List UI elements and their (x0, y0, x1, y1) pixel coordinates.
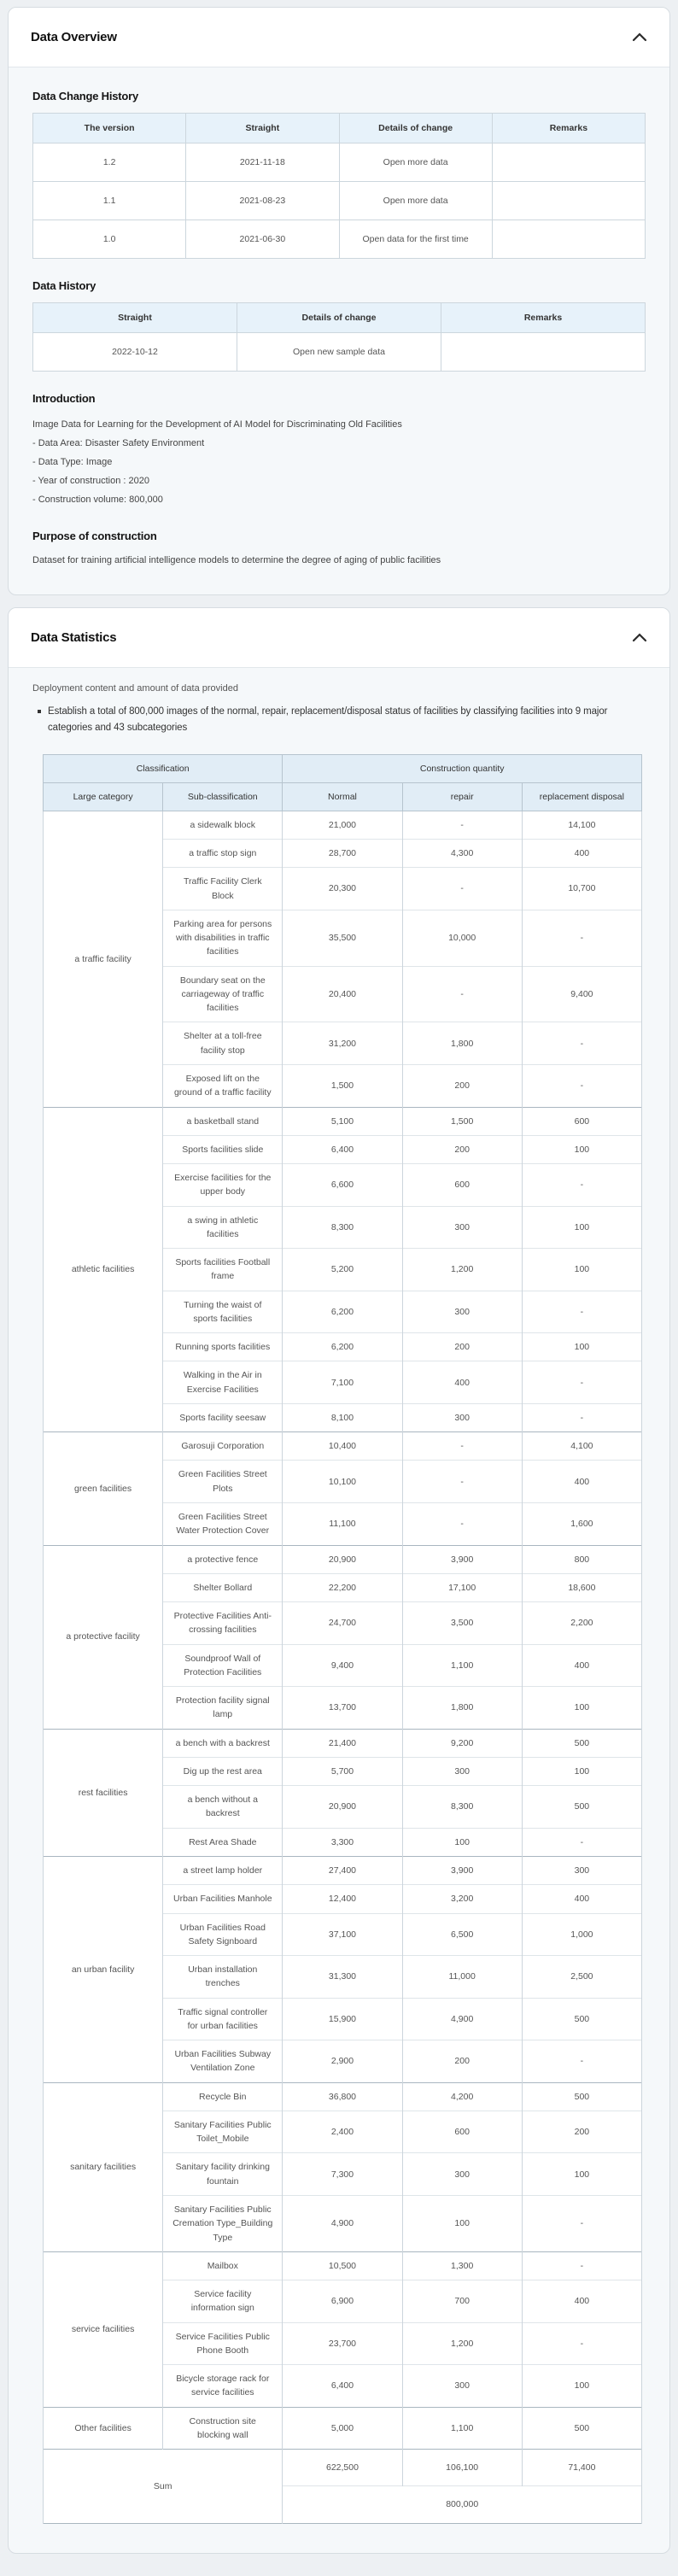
value-cell: 22,200 (283, 1573, 402, 1601)
grand-total-cell: 800,000 (283, 2486, 642, 2523)
value-cell: 8,300 (283, 1206, 402, 1249)
sum-label-cell: Sum (44, 2450, 283, 2524)
value-cell: 9,400 (283, 1644, 402, 1687)
category-cell: service facilities (44, 2251, 163, 2407)
subcategory-cell: a bench without a backrest (163, 1786, 283, 1829)
value-cell: - (402, 1503, 522, 1546)
subcategory-cell: Sports facilities slide (163, 1135, 283, 1163)
table-cell (492, 220, 645, 259)
value-cell: 1,100 (402, 2407, 522, 2450)
value-cell: 500 (522, 1786, 641, 1829)
value-cell: 14,100 (522, 811, 641, 839)
value-cell: 500 (522, 1998, 641, 2040)
value-cell: 300 (402, 1757, 522, 1785)
table-row (44, 1545, 642, 1573)
value-cell: 5,000 (283, 2407, 402, 2450)
value-cell: 6,400 (283, 1135, 402, 1163)
value-cell: 2,500 (522, 1956, 641, 1999)
subcategory-cell: Shelter at a toll-free facility stop (163, 1022, 283, 1065)
table-cell: 2021-08-23 (186, 182, 339, 220)
value-cell: 37,100 (283, 1913, 402, 1956)
value-cell: 5,100 (283, 1107, 402, 1135)
value-cell: 3,900 (402, 1545, 522, 1573)
value-cell: - (522, 1064, 641, 1107)
subcategory-cell: Service Facilities Public Phone Booth (163, 2322, 283, 2365)
subcategory-cell: Construction site blocking wall (163, 2407, 283, 2450)
table-cell (492, 182, 645, 220)
value-cell: 200 (402, 1064, 522, 1107)
value-cell: 200 (522, 2111, 641, 2153)
value-cell: 800 (522, 1545, 641, 1573)
value-cell: 200 (402, 2040, 522, 2083)
value-cell: - (522, 2040, 641, 2083)
subcategory-cell: a basketball stand (163, 1107, 283, 1135)
category-cell: Other facilities (44, 2407, 163, 2450)
value-cell: - (522, 910, 641, 966)
value-cell: 500 (522, 1729, 641, 1757)
value-cell: 1,100 (402, 1644, 522, 1687)
statistics-bullet-text: Establish a total of 800,000 images of the normal, repair, replacement/disposal status of facilities by classifying facilities into 9 major categories and 43 subcategories (48, 705, 608, 734)
statistics-bullet-item (38, 704, 646, 737)
value-cell: 300 (402, 2365, 522, 2408)
value-cell: 10,500 (283, 2251, 402, 2280)
value-cell: 31,300 (283, 1956, 402, 1999)
sum-value-cell: 106,100 (402, 2450, 522, 2486)
subcategory-cell: Sports facilities Football frame (163, 1249, 283, 1291)
subcategory-cell: Dig up the rest area (163, 1757, 283, 1785)
value-cell: 10,700 (522, 868, 641, 910)
value-cell: 31,200 (283, 1022, 402, 1065)
table-row (33, 333, 646, 372)
table-row (44, 1107, 642, 1135)
value-cell: 1,500 (402, 1107, 522, 1135)
value-cell: 100 (402, 1828, 522, 1856)
subcategory-cell: a sidewalk block (163, 811, 283, 839)
data-history-heading: Data History (32, 279, 96, 292)
introduction-text (32, 415, 646, 509)
table-cell: 1.2 (33, 143, 186, 182)
subcategory-cell: Sanitary Facilities Public Toilet_Mobile (163, 2111, 283, 2153)
value-cell: - (522, 1828, 641, 1856)
value-cell: 4,200 (402, 2082, 522, 2111)
value-cell: 4,100 (522, 1432, 641, 1461)
value-cell: 4,300 (402, 840, 522, 868)
value-cell: 100 (522, 2365, 641, 2408)
value-cell: 100 (522, 2153, 641, 2196)
value-cell: 400 (402, 1361, 522, 1404)
category-cell: green facilities (44, 1432, 163, 1545)
introduction-line: - Data Area: Disaster Safety Environment (32, 438, 205, 448)
table-row (44, 1857, 642, 1885)
value-cell: 300 (402, 1403, 522, 1431)
value-cell: - (522, 1164, 641, 1207)
introduction-heading: Introduction (32, 392, 96, 405)
value-cell: 10,100 (283, 1461, 402, 1503)
value-cell: 1,200 (402, 1249, 522, 1291)
subcategory-cell: a street lamp holder (163, 1857, 283, 1885)
value-cell: 10,000 (402, 910, 522, 966)
value-cell: 6,400 (283, 2365, 402, 2408)
data-overview-card (8, 7, 670, 595)
value-cell: 5,700 (283, 1757, 402, 1785)
value-cell: 27,400 (283, 1857, 402, 1885)
subcategory-cell: Garosuji Corporation (163, 1432, 283, 1461)
group-header-construction-quantity: Construction quantity (283, 754, 642, 782)
value-cell: - (522, 2322, 641, 2365)
introduction-line: - Year of construction : 2020 (32, 476, 149, 486)
column-header: Remarks (492, 114, 645, 143)
value-cell: 6,900 (283, 2280, 402, 2323)
subcategory-cell: Exercise facilities for the upper body (163, 1164, 283, 1207)
value-cell: 24,700 (283, 1602, 402, 1645)
value-cell: 28,700 (283, 840, 402, 868)
subcategory-cell: Sanitary facility drinking fountain (163, 2153, 283, 2196)
value-cell: - (522, 1022, 641, 1065)
column-header: replacement disposal (522, 782, 641, 811)
category-cell: athletic facilities (44, 1107, 163, 1432)
value-cell: 400 (522, 2280, 641, 2323)
subcategory-cell: Protective Facilities Anti-crossing facilities (163, 1602, 283, 1645)
value-cell: - (402, 868, 522, 910)
value-cell: 100 (522, 1687, 641, 1730)
table-row (44, 2251, 642, 2280)
table-row (44, 1432, 642, 1461)
category-cell: rest facilities (44, 1729, 163, 1856)
value-cell: 100 (402, 2195, 522, 2251)
value-cell: 23,700 (283, 2322, 402, 2365)
value-cell: 1,500 (283, 1064, 402, 1107)
value-cell: 7,300 (283, 2153, 402, 2196)
data-statistics-body (9, 668, 669, 2553)
value-cell: - (522, 1403, 641, 1431)
value-cell: 2,900 (283, 2040, 402, 2083)
table-cell: Open more data (339, 182, 492, 220)
subcategory-cell: Urban Facilities Subway Ventilation Zone (163, 2040, 283, 2083)
column-header: Details of change (237, 303, 441, 333)
table-row (44, 1729, 642, 1757)
introduction-line: - Data Type: Image (32, 457, 113, 467)
value-cell: 12,400 (283, 1885, 402, 1913)
value-cell: 6,200 (283, 1291, 402, 1333)
value-cell: 2,200 (522, 1602, 641, 1645)
value-cell: 500 (522, 2082, 641, 2111)
table-cell: Open more data (339, 143, 492, 182)
value-cell: 3,300 (283, 1828, 402, 1856)
column-header: Remarks (441, 303, 646, 333)
value-cell: 300 (402, 1291, 522, 1333)
table-cell: 2022-10-12 (33, 333, 237, 372)
column-header: The version (33, 114, 186, 143)
value-cell: 20,400 (283, 966, 402, 1022)
column-header: Normal (283, 782, 402, 811)
subcategory-cell: Traffic signal controller for urban facilities (163, 1998, 283, 2040)
value-cell: 18,600 (522, 1573, 641, 1601)
data-statistics-header[interactable] (9, 608, 669, 668)
subcategory-cell: Urban Facilities Road Safety Signboard (163, 1913, 283, 1956)
value-cell: 21,000 (283, 811, 402, 839)
subcategory-cell: Urban installation trenches (163, 1956, 283, 1999)
card-title: Data Overview (31, 30, 117, 44)
table-row (44, 2407, 642, 2450)
category-cell: sanitary facilities (44, 2082, 163, 2251)
group-header-classification: Classification (44, 754, 283, 782)
value-cell: - (402, 1461, 522, 1503)
value-cell: - (402, 811, 522, 839)
data-overview-body (9, 67, 669, 594)
value-cell: 13,700 (283, 1687, 402, 1730)
sum-value-cell: 71,400 (522, 2450, 641, 2486)
table-cell (492, 143, 645, 182)
data-overview-header[interactable] (9, 8, 669, 67)
value-cell: 1,600 (522, 1503, 641, 1546)
purpose-heading: Purpose of construction (32, 530, 157, 542)
subcategory-cell: Urban Facilities Manhole (163, 1885, 283, 1913)
subcategory-cell: a bench with a backrest (163, 1729, 283, 1757)
value-cell: 200 (402, 1333, 522, 1361)
table-row (44, 811, 642, 839)
subcategory-cell: a protective fence (163, 1545, 283, 1573)
subcategory-cell: Sports facility seesaw (163, 1403, 283, 1431)
column-header: Straight (186, 114, 339, 143)
value-cell: 17,100 (402, 1573, 522, 1601)
value-cell: 3,500 (402, 1602, 522, 1645)
value-cell: 8,300 (402, 1786, 522, 1829)
value-cell: 500 (522, 2407, 641, 2450)
value-cell: 6,600 (283, 1164, 402, 1207)
value-cell: 400 (522, 1461, 641, 1503)
value-cell: 11,100 (283, 1503, 402, 1546)
column-header: Sub-classification (163, 782, 283, 811)
value-cell: 5,200 (283, 1249, 402, 1291)
category-cell: an urban facility (44, 1857, 163, 2083)
statistics-intro: Deployment content and amount of data provided (32, 682, 238, 694)
value-cell: 400 (522, 1885, 641, 1913)
subcategory-cell: Traffic Facility Clerk Block (163, 868, 283, 910)
value-cell: 100 (522, 1135, 641, 1163)
value-cell: 100 (522, 1333, 641, 1361)
value-cell: 300 (402, 1206, 522, 1249)
subcategory-cell: Boundary seat on the carriageway of traffic facilities (163, 966, 283, 1022)
table-cell: 2021-11-18 (186, 143, 339, 182)
value-cell: 1,000 (522, 1913, 641, 1956)
chevron-up-icon[interactable] (632, 633, 647, 642)
value-cell: 400 (522, 1644, 641, 1687)
subcategory-cell: Walking in the Air in Exercise Facilities (163, 1361, 283, 1404)
column-header: repair (402, 782, 522, 811)
value-cell: 400 (522, 840, 641, 868)
value-cell: 35,500 (283, 910, 402, 966)
value-cell: 21,400 (283, 1729, 402, 1757)
value-cell: 4,900 (402, 1998, 522, 2040)
value-cell: 20,300 (283, 868, 402, 910)
table-row (33, 143, 646, 182)
value-cell: - (522, 1291, 641, 1333)
data-history-table (32, 302, 646, 372)
table-cell (441, 333, 646, 372)
subcategory-cell: Green Facilities Street Plots (163, 1461, 283, 1503)
value-cell: 9,400 (522, 966, 641, 1022)
table-row (44, 2082, 642, 2111)
subcategory-cell: Soundproof Wall of Protection Facilities (163, 1644, 283, 1687)
category-cell: a protective facility (44, 1545, 163, 1729)
value-cell: 200 (402, 1135, 522, 1163)
table-cell: Open new sample data (237, 333, 441, 372)
value-cell: 3,200 (402, 1885, 522, 1913)
table-cell: Open data for the first time (339, 220, 492, 259)
value-cell: 20,900 (283, 1545, 402, 1573)
card-title: Data Statistics (31, 629, 117, 645)
subcategory-cell: Protection facility signal lamp (163, 1687, 283, 1730)
table-cell: 2021-06-30 (186, 220, 339, 259)
subcategory-cell: Running sports facilities (163, 1333, 283, 1361)
sum-value-cell: 622,500 (283, 2450, 402, 2486)
introduction-line: Image Data for Learning for the Development of AI Model for Discriminating Old Facilities (32, 419, 402, 430)
introduction-line: - Construction volume: 800,000 (32, 495, 163, 505)
subcategory-cell: Mailbox (163, 2251, 283, 2280)
statistics-table (43, 754, 642, 2524)
subcategory-cell: Service facility information sign (163, 2280, 283, 2323)
value-cell: 6,500 (402, 1913, 522, 1956)
value-cell: - (522, 1361, 641, 1404)
table-cell: 1.1 (33, 182, 186, 220)
value-cell: 3,900 (402, 1857, 522, 1885)
change-history-table (32, 113, 646, 259)
table-cell: 1.0 (33, 220, 186, 259)
value-cell: 300 (402, 2153, 522, 2196)
chevron-up-icon[interactable] (632, 32, 647, 42)
value-cell: 1,800 (402, 1687, 522, 1730)
subcategory-cell: a swing in athletic facilities (163, 1206, 283, 1249)
value-cell: 1,200 (402, 2322, 522, 2365)
value-cell: 7,100 (283, 1361, 402, 1404)
value-cell: 1,300 (402, 2251, 522, 2280)
subcategory-cell: Recycle Bin (163, 2082, 283, 2111)
value-cell: 100 (522, 1757, 641, 1785)
value-cell: 6,200 (283, 1333, 402, 1361)
value-cell: 8,100 (283, 1403, 402, 1431)
value-cell: 600 (402, 2111, 522, 2153)
column-header: Straight (33, 303, 237, 333)
subcategory-cell: Sanitary Facilities Public Cremation Type_Building Type (163, 2195, 283, 2251)
value-cell: 1,800 (402, 1022, 522, 1065)
value-cell: - (402, 966, 522, 1022)
purpose-text: Dataset for training artificial intelligence models to determine the degree of aging of public facilities (32, 555, 441, 565)
subcategory-cell: Exposed lift on the ground of a traffic facility (163, 1064, 283, 1107)
subcategory-cell: Shelter Bollard (163, 1573, 283, 1601)
column-header: Large category (44, 782, 163, 811)
data-statistics-card (8, 607, 670, 2554)
value-cell: 11,000 (402, 1956, 522, 1999)
subcategory-cell: Rest Area Shade (163, 1828, 283, 1856)
value-cell: 9,200 (402, 1729, 522, 1757)
value-cell: 700 (402, 2280, 522, 2323)
value-cell: - (522, 2195, 641, 2251)
subcategory-cell: Parking area for persons with disabilities in traffic facilities (163, 910, 283, 966)
subcategory-cell: Bicycle storage rack for service facilities (163, 2365, 283, 2408)
value-cell: 4,900 (283, 2195, 402, 2251)
value-cell: 600 (522, 1107, 641, 1135)
value-cell: - (402, 1432, 522, 1461)
column-header: Details of change (339, 114, 492, 143)
change-history-heading: Data Change History (32, 90, 139, 102)
value-cell: 300 (522, 1857, 641, 1885)
table-row (33, 220, 646, 259)
value-cell: 20,900 (283, 1786, 402, 1829)
bullet-icon (38, 710, 41, 713)
value-cell: 100 (522, 1249, 641, 1291)
table-row (33, 182, 646, 220)
value-cell: 36,800 (283, 2082, 402, 2111)
value-cell: 600 (402, 1164, 522, 1207)
subcategory-cell: Turning the waist of sports facilities (163, 1291, 283, 1333)
value-cell: - (522, 2251, 641, 2280)
category-cell: a traffic facility (44, 811, 163, 1107)
value-cell: 100 (522, 1206, 641, 1249)
subcategory-cell: Green Facilities Street Water Protection Cover (163, 1503, 283, 1546)
sum-row (44, 2450, 642, 2486)
value-cell: 2,400 (283, 2111, 402, 2153)
value-cell: 10,400 (283, 1432, 402, 1461)
value-cell: 15,900 (283, 1998, 402, 2040)
subcategory-cell: a traffic stop sign (163, 840, 283, 868)
